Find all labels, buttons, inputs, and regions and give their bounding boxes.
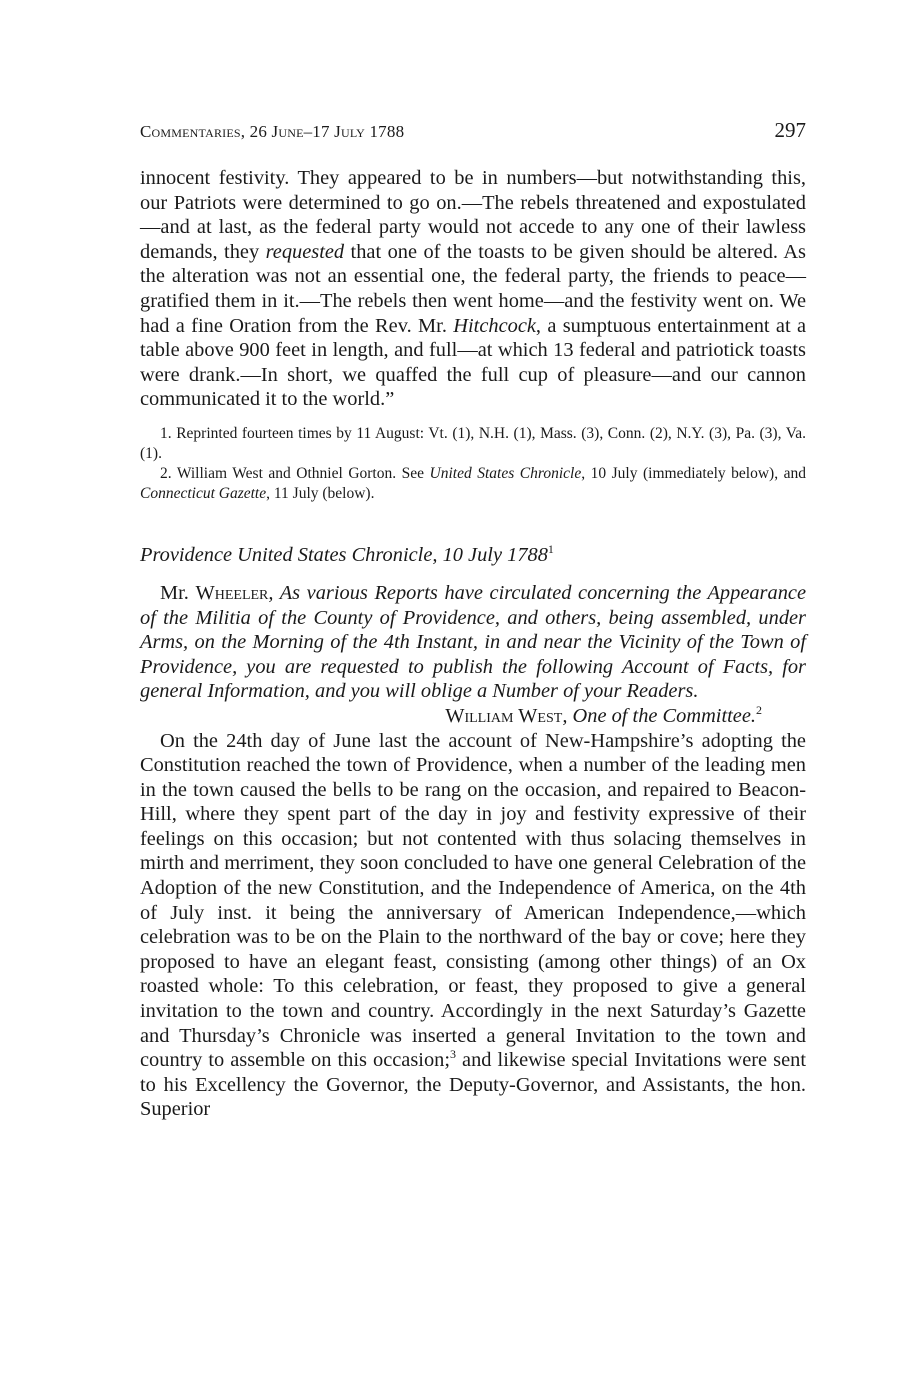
text-run: Mr.: [160, 581, 196, 604]
italic-run: United States Chronicle: [429, 464, 582, 482]
paragraph-continued: [140, 166, 806, 412]
footnote-ref: 3: [450, 1047, 456, 1062]
footnote-2: [140, 464, 806, 504]
document-heading: [140, 544, 806, 567]
document-text: [140, 581, 806, 1122]
addressee-name: Wheeler: [195, 581, 269, 604]
italic-run: Hitchcock: [453, 314, 536, 337]
text-run: 2. William West and Othniel Gorton. See: [160, 464, 430, 482]
heading-text: Providence United States Chronicle, 10 July 1788: [140, 543, 548, 566]
footnote-ref: 2: [756, 703, 762, 718]
text-run: , a sumptuous entertainment at a table above 900 feet in length, and full—at which 13 federal and patriotick toasts were drank.—In short, we quaffed the full cup of pleasure—and our cannon communicated it to the world.”: [140, 314, 807, 411]
footnote-ref: 1: [547, 542, 554, 557]
signature-line: [140, 704, 806, 729]
text-run: , 10 July (immediately below), and: [581, 464, 806, 482]
account-paragraph: [140, 729, 806, 1123]
text-run: and likewise special Invitations were sent to his Excellency the Governor, the Deputy-Governor, and Assistants, the hon. Superior: [140, 1049, 806, 1121]
running-head: [140, 118, 806, 150]
letter-paragraph: [140, 581, 806, 704]
text-run: , 11 July (below).: [266, 484, 375, 502]
running-title: Commentaries, 26 June–17 July 1788: [140, 122, 405, 141]
signer-role: , One of the Committee.: [562, 704, 756, 727]
italic-run: Connecticut Gazette: [140, 484, 267, 502]
text-run: innocent festivity. They appeared to be in numbers—but notwithstanding this, our Patriots were determined to go on.—The rebels threatened and expostulated—and at last, as the federal party would not accede to any one of their lawless demands, they: [140, 167, 806, 263]
footnotes: [140, 424, 806, 504]
page-number: 297: [774, 118, 806, 142]
text-run: that one of the toasts to be given should be altered. As the alteration was not an essential one, the federal party, the friends to peace—gratified them in it.—The rebels then went home—and the festivity went on. We had a fine Oration from the Rev. Mr.: [140, 240, 806, 337]
italic-run: , As various Reports have circulated concerning the Appearance of the Militia of the County of Providence, and others, being assembled, under Arms, on the Morning of the 4th Instant, in and near the Vicinity of the Town of Providence, you are requested to publish the following Account of Facts, for general Information, and you will oblige a Number of your Readers.: [140, 581, 806, 703]
text-run: On the 24th day of June last the account of New-Hampshire’s adopting the Constitution reached the town of Providence, when a number of the leading men in the town caused the bells to be rang on the occasion, and repaired to Beacon-Hill, where they spent part of the day in joy and festivity expressive of their feelings on this occasion; but not contented with thus solacing themselves in mirth and merriment, they soon concluded to have one general Celebration of the Adoption of the new Constitution, and the Independence of America, on the 4th of July inst. it being the anniversary of American Independence,—which celebration was to be on the Plain to the northward of the bay or cove; here they proposed to have an elegant feast, consisting (among other things) of an Ox roasted whole: To this celebration, or feast, they proposed to give a general invitation to the town and country. Accordingly in the next Saturday’s Gazette and Thursday’s Chronicle was inserted a general Invitation to the town and country to assemble on this occasion;: [140, 729, 806, 1072]
continued-text: [140, 166, 806, 412]
document-page: [140, 118, 806, 1122]
italic-run: requested: [265, 240, 345, 263]
signer-name: William West: [445, 704, 563, 727]
footnote-1: 1. Reprinted fourteen times by 11 August: Vt. (1), N.H. (1), Mass. (3), Conn. (2), N.Y. (3), Pa. (3), Va. (1).: [140, 424, 806, 462]
